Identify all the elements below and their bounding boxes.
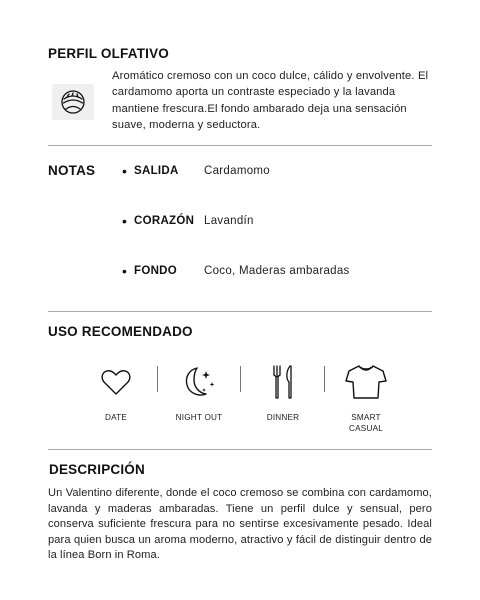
uso-item-date [74,362,158,423]
perfil-title: PERFIL OLFATIVO [48,46,170,61]
uso-label: DATE [104,413,128,422]
note-value: Cardamomo [204,165,270,177]
uso-label: SMART CASUAL [349,413,383,433]
uso-title: USO RECOMENDADO [48,324,193,339]
uso-label: NIGHT OUT [175,413,223,422]
divider [48,311,432,312]
descripcion-text: Un Valentino diferente, donde el coco cremoso se combina con cardamomo, lavanda y maderas ambaradas. Tiene un perfil dulce y sensual, pero conserva suficiente frescura para no sentirse excesivamente pesado. Ideal para quien busca un aroma moderno, atractivo y fácil de distinguir dentro de la línea Born in Roma. [48,487,432,562]
note-value: Coco, Maderas ambaradas [204,265,350,277]
uso-label: DINNER [266,413,300,422]
note-label: FONDO [134,265,178,277]
divider [48,449,432,450]
tshirt-icon [344,363,388,401]
note-row-fondo [122,264,350,278]
uso-item-night-out [157,362,241,423]
notas-title: NOTAS [48,163,96,178]
note-label: CORAZÓN [134,215,195,227]
bullet: • [122,263,127,279]
note-value: Lavandín [204,215,254,227]
uso-item-dinner [241,362,325,423]
coconut-icon [58,87,88,117]
uso-item-smart-casual [324,362,408,434]
note-row-corazon [122,214,254,228]
descripcion-title: DESCRIPCIÓN [49,462,145,477]
perfil-description: Aromático cremoso con un coco dulce, cálido y envolvente. El cardamomo aporta un contraste especiado y la lavanda mantiene frescura.El fondo ambarado deja una sensación suave, moderna y seductora. [112,70,429,132]
coconut-badge [52,84,94,120]
moon-stars-icon [179,362,219,402]
divider [48,145,432,146]
note-label: SALIDA [134,165,179,177]
note-row-salida [122,164,270,178]
fork-knife-icon [268,363,298,401]
bullet: • [122,213,127,229]
heart-icon [100,367,132,397]
bullet: • [122,163,127,179]
